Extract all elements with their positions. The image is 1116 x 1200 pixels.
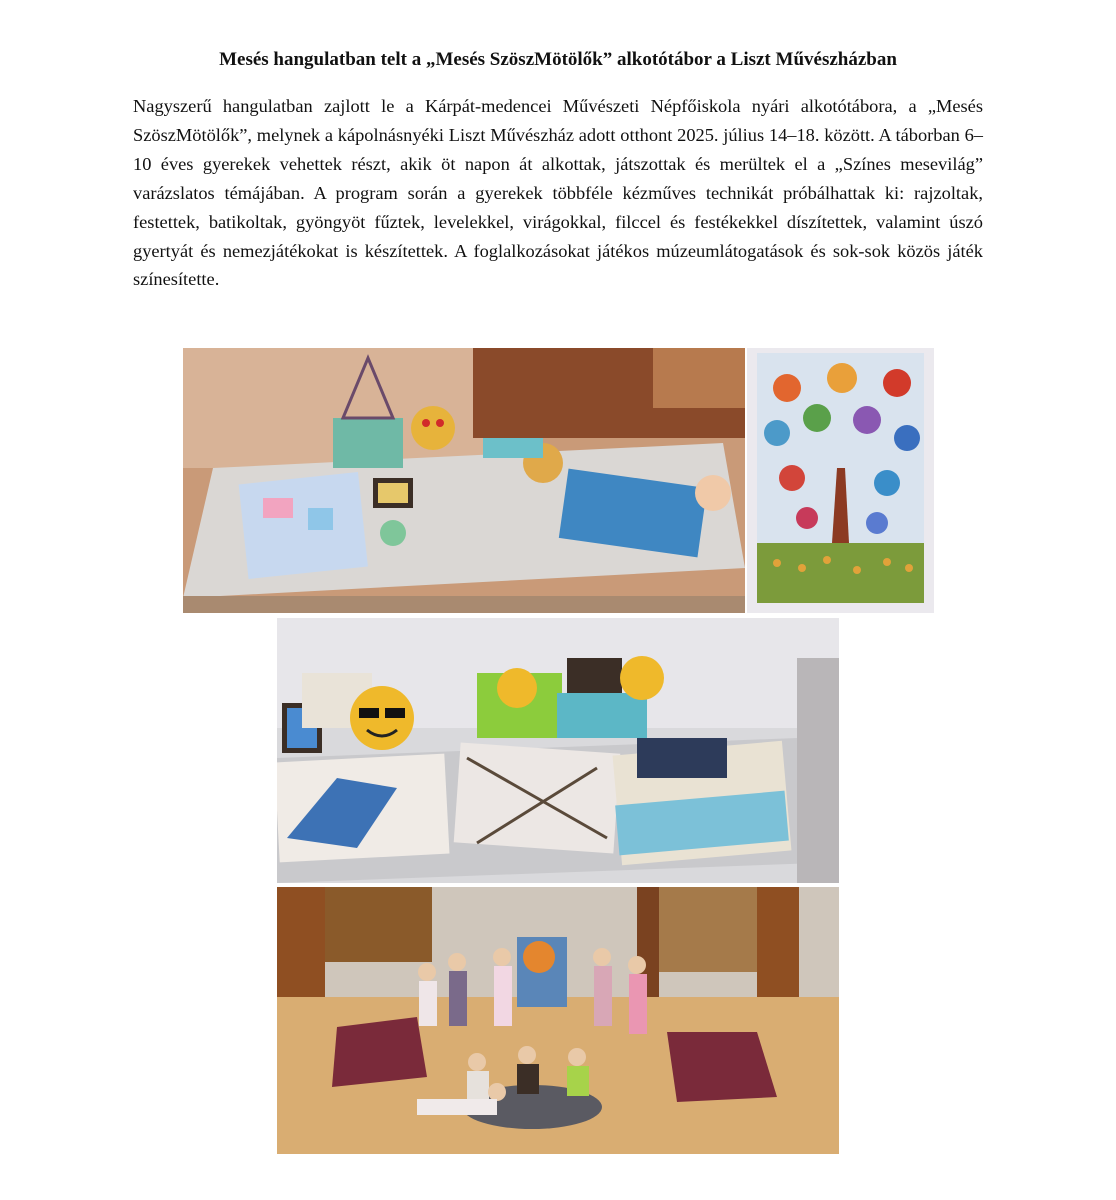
group-photo — [277, 887, 839, 1154]
article-title: Mesés hangulatban telt a „Mesés SzöszMötölők” alkotótábor a Liszt Művészházban — [219, 49, 897, 70]
handprint-tree-photo — [747, 348, 934, 613]
crafts-display-photo — [277, 618, 839, 883]
article-body: Nagyszerű hangulatban zajlott le a Kárpát-medencei Művészeti Népfőiskola nyári alkotótábora, a „Mesés SzöszMötölők”, melynek a kápolnásnyéki Liszt Művészház adott otthont 2025. július 14–18. között. A táborban 6–10 éves gyerekek vehettek részt, akik öt napon át alkottak, játszottak és merültek el a „Színes mesevilág” varázslatos témájában. A program során a gyerekek többféle kézműves technikát próbálhattak ki: rajzoltak, festettek, batikoltak, gyöngyöt fűztek, levelekkel, virágokkal, filccel és festékekkel díszítettek, valamint úszó gyertyát és nemezjátékokat is készítettek. A foglalkozásokat játékos múzeumlátogatások és sok-sok közös játék színesítette. — [133, 96, 983, 290]
craft-table-photo — [183, 348, 745, 613]
